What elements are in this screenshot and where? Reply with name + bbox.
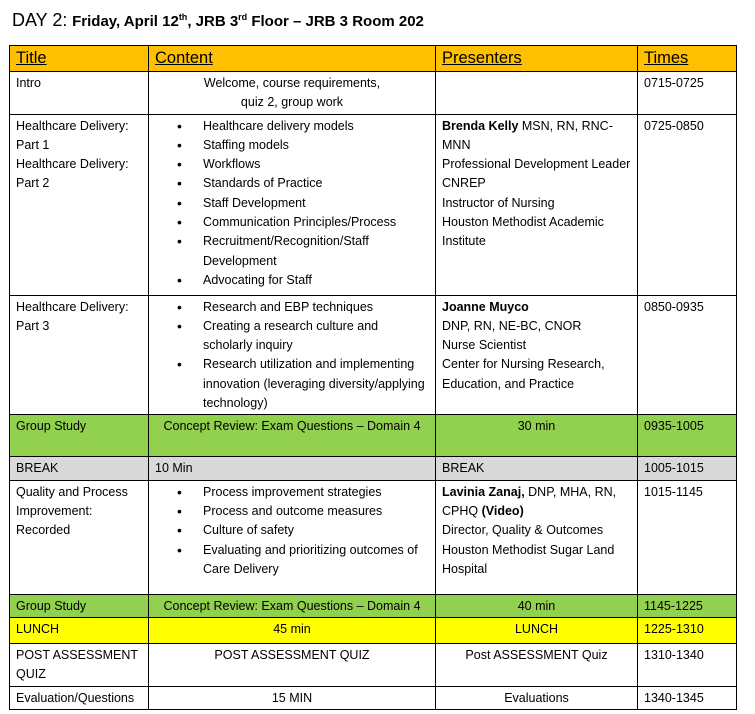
list-item: • Standards of Practice: [203, 174, 429, 193]
row-presenter: Evaluations: [436, 686, 638, 709]
topic-list: [155, 483, 429, 579]
col-header-times: Times: [638, 46, 737, 72]
header-row: [10, 46, 737, 72]
row-content: [149, 480, 436, 594]
col-header-content: Content: [149, 46, 436, 72]
list-item: • Recruitment/Recognition/Staff Development: [203, 232, 429, 271]
list-item: • Evaluating and prioritizing outcomes of Care Delivery: [203, 541, 429, 580]
row-content: Concept Review: Exam Questions – Domain 4: [149, 594, 436, 617]
topic-list: [155, 117, 429, 291]
col-header-title: Title: [10, 46, 149, 72]
list-item: • Staffing models: [203, 136, 429, 155]
table-row: [10, 617, 737, 643]
table-row: [10, 114, 737, 295]
row-time: 0935-1005: [638, 415, 737, 457]
list-item: • Healthcare delivery models: [203, 117, 429, 136]
row-title: Healthcare Delivery: Part 1 Healthcare Delivery: Part 2: [10, 114, 149, 295]
row-content: Concept Review: Exam Questions – Domain 4: [149, 415, 436, 457]
row-time: 1015-1145: [638, 480, 737, 594]
row-time: 0725-0850: [638, 114, 737, 295]
page-title: [12, 10, 424, 36]
row-content: POST ASSESSMENT QUIZ: [149, 643, 436, 686]
table-row: [10, 686, 737, 709]
table-row: [10, 295, 737, 415]
row-title: Evaluation/Questions: [10, 686, 149, 709]
list-item: • Communication Principles/Process: [203, 213, 429, 232]
row-time: 1005-1015: [638, 457, 737, 480]
presenter-name: Lavinia Zanaj,: [442, 484, 525, 499]
video-tag: (Video): [481, 503, 524, 518]
table-row: [10, 594, 737, 617]
row-time: 1340-1345: [638, 686, 737, 709]
row-presenter: Brenda Kelly MSN, RN, RNC-MNN Professional Development Leader CNREP Instructor of Nursing Houston Methodist Academic Institute: [436, 114, 638, 295]
table-row: [10, 72, 737, 115]
row-time: 0850-0935: [638, 295, 737, 415]
presenter-name: Brenda Kelly: [442, 118, 519, 133]
row-title: POST ASSESSMENT QUIZ: [10, 643, 149, 686]
row-time: 1225-1310: [638, 617, 737, 643]
list-item: • Advocating for Staff: [203, 271, 429, 290]
row-presenter: 40 min: [436, 594, 638, 617]
list-item: • Staff Development: [203, 194, 429, 213]
row-time: 1145-1225: [638, 594, 737, 617]
row-content: 45 min: [149, 617, 436, 643]
table-row: [10, 457, 737, 480]
row-presenter: LUNCH: [436, 617, 638, 643]
presenter-name: Joanne Muyco: [442, 299, 529, 314]
row-title: Healthcare Delivery: Part 3: [10, 295, 149, 415]
row-time: 0715-0725: [638, 72, 737, 115]
row-presenter: Post ASSESSMENT Quiz: [436, 643, 638, 686]
list-item: • Research utilization and implementing innovation (leveraging diversity/applying technology): [203, 355, 429, 413]
list-item: • Culture of safety: [203, 521, 429, 540]
row-time: 1310-1340: [638, 643, 737, 686]
row-title: Group Study: [10, 594, 149, 617]
session-details: Friday, April 12th, JRB 3rd Floor – JRB 3 Room 202: [72, 12, 424, 30]
table-row: [10, 480, 737, 594]
row-content: [149, 295, 436, 415]
row-presenter: BREAK: [436, 457, 638, 480]
row-content: Welcome, course requirements, quiz 2, group work: [149, 72, 436, 115]
row-presenter: [436, 72, 638, 115]
row-title: Intro: [10, 72, 149, 115]
row-title: Group Study: [10, 415, 149, 457]
row-content: 10 Min: [149, 457, 436, 480]
list-item: • Process and outcome measures: [203, 502, 429, 521]
list-item: • Creating a research culture and scholarly inquiry: [203, 317, 429, 356]
row-content: [149, 114, 436, 295]
list-item: • Process improvement strategies: [203, 483, 429, 502]
schedule-table: [9, 45, 737, 710]
list-item: • Workflows: [203, 155, 429, 174]
day-label: DAY 2:: [12, 10, 68, 30]
table-row: [10, 415, 737, 457]
table-row: [10, 643, 737, 686]
row-content: 15 MIN: [149, 686, 436, 709]
row-title: Quality and Process Improvement: Recorded: [10, 480, 149, 594]
row-title: BREAK: [10, 457, 149, 480]
col-header-presenters: Presenters: [436, 46, 638, 72]
row-presenter: Joanne Muyco DNP, RN, NE-BC, CNOR Nurse Scientist Center for Nursing Research, Education, and Practice: [436, 295, 638, 415]
row-title: LUNCH: [10, 617, 149, 643]
row-presenter: Lavinia Zanaj, DNP, MHA, RN, CPHQ (Video) Director, Quality & Outcomes Houston Methodist Sugar Land Hospital: [436, 480, 638, 594]
list-item: • Research and EBP techniques: [203, 298, 429, 317]
row-presenter: 30 min: [436, 415, 638, 457]
topic-list: [155, 298, 429, 414]
